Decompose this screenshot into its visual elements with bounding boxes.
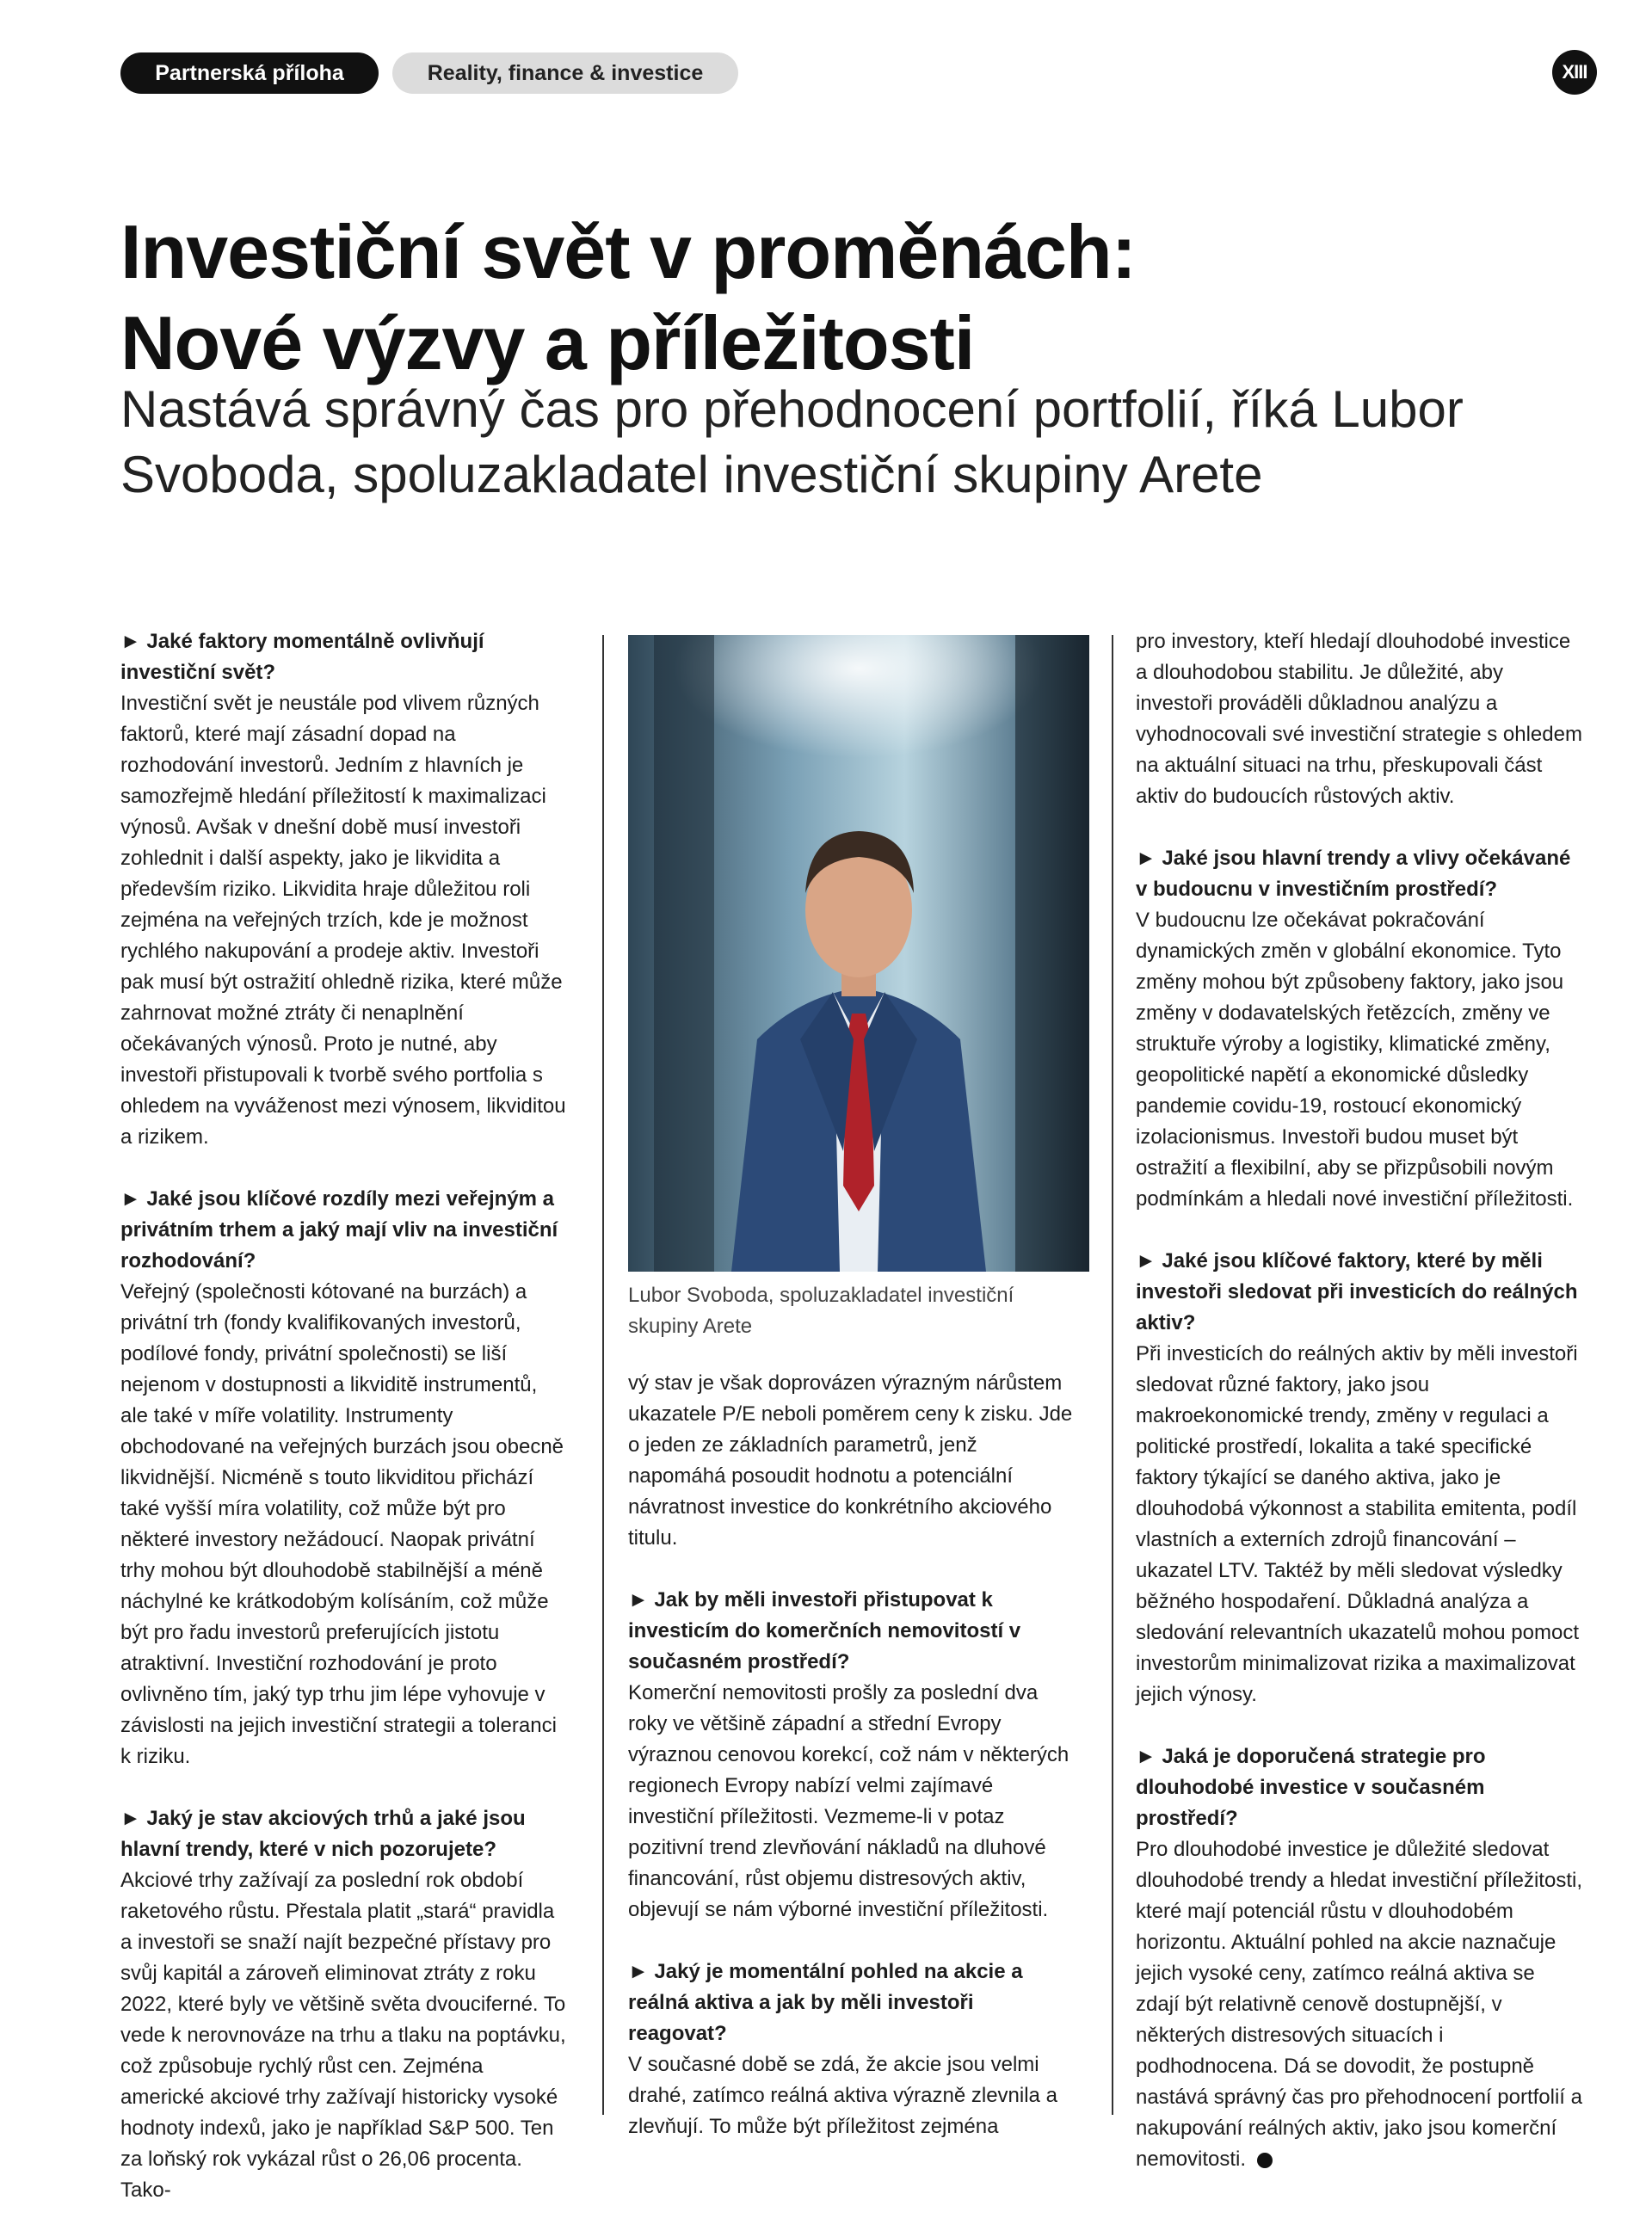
- article-headline: [120, 206, 1583, 389]
- column-divider: [1112, 635, 1113, 2115]
- article-subheadline: Nastává správný čas pro přehodnocení portfolií, říká Lubor Svoboda, spoluzakladatel investiční skupiny Arete: [120, 380, 1464, 503]
- portrait-photo: [628, 635, 1089, 1272]
- qa-block: [628, 1585, 1076, 1926]
- qa-block: [120, 626, 568, 1153]
- page-number: XIII: [1552, 50, 1597, 95]
- answer: vý stav je však doprovázen výrazným nárůstem ukazatele P/E neboli poměrem ceny k zisku. Jde o jeden ze základních parametrů, jenž napomáhá posoudit hodnotu a potenciální návratnost investice do konkrétního akciového titulu.: [628, 1371, 1073, 1550]
- qa-block: [1136, 1246, 1583, 1710]
- headline-line-2: Nové výzvy a příležitosti: [120, 300, 975, 385]
- answer: Veřejný (společnosti kótované na burzách) a privátní trh (fondy kvalifikovaných investorů, podílové fondy, privátní společnosti) se liší nejenom v dostupnosti a likviditě instrumentů, ale také v míře volatility. Instrumenty obchodované na veřejných burzách jsou obecně likvidnější. Nicméně s touto likviditou přichází také vyšší míra volatility, což může být pro některé investory nežádoucí. Naopak privátní trhy mohou být dlouhodobě stabilnější a méně náchylné ke krátkodobým kolísáním, což může být pro řadu investorů preferujících jistotu atraktivní. Investiční rozhodování je proto ovlivněno tím, jaký typ trhu jim lépe vyhovuje v závislosti na jejich investiční strategii a toleranci k riziku.: [120, 1280, 564, 1768]
- end-of-article-mark: [1257, 2153, 1273, 2168]
- section-pill: Reality, finance & investice: [392, 52, 738, 94]
- qa-block: [628, 1957, 1076, 2142]
- answer: Při investicích do reálných aktiv by měli investoři sledovat různé faktory, jako jsou makroekonomické trendy, změny v regulaci a politické prostředí, lokalita a také specifické faktory týkající se daného aktiva, jako je dlouhodobá výkonnost a stabilita emitenta, podíl vlastních a externích zdrojů financování – ukazatel LTV. Taktéž by měli sledovat výsledky běžného hospodaření. Důkladná analýza a sledování relevantních ukazatelů mohou pomoct investorům minimalizovat rizika a maximalizovat jejich výnosy.: [1136, 1342, 1579, 1706]
- answer: pro investory, kteří hledají dlouhodobé investice a dlouhodobou stabilitu. Je důležité, aby investoři prováděli důkladnou analýzu a vyhodnocovali své investiční strategie s ohledem na aktuální situaci na trhu, přeskupovali část aktiv do budoucích růstových aktiv.: [1136, 630, 1582, 808]
- text-column-2: [628, 1368, 1076, 2173]
- answer: Akciové trhy zažívají za poslední rok období raketového růstu. Přestala platit „stará“ pravidla a investoři se snaží najít bezpečné přístavy pro svůj kapitál a zároveň eliminovat ztráty z roku 2022, které byly ve většině světa dvouciferné. To vede k nerovnováze na trhu a tlaku na poptávku, což způsobuje rychlý růst cen. Zejména americké akciové trhy zažívají historicky vysoké hodnoty indexů, jako je například S&P 500. Ten za loňský rok vykázal růst o 26,06 procenta. Tako-: [120, 1869, 566, 2202]
- qa-block: [628, 1368, 1076, 1554]
- answer: Investiční svět je neustále pod vlivem různých faktorů, které mají zásadní dopad na rozhodování investorů. Jedním z hlavních je samozřejmě hledání příležitostí k maximalizaci výnosů. Avšak v dnešní době musí investoři zohlednit i další aspekty, jako je likvidita a především riziko. Likvidita hraje důležitou roli zejména na veřejných trzích, kde je možnost rychlého nakupování a prodeje aktiv. Investoři pak musí být ostražití ohledně rizika, které může zahrnovat možné ztráty či nenaplnění očekávaných výnosů. Proto je nutné, aby investoři přistupovali k tvorbě svého portfolia s ohledem na vyváženost mezi výnosem, likviditou a rizikem.: [120, 692, 566, 1149]
- question: ► Jaký je stav akciových trhů a jaké jsou hlavní trendy, které v nich pozorujete?: [120, 1807, 526, 1861]
- portrait-illustration: [628, 635, 1089, 1272]
- answer: V budoucnu lze očekávat pokračování dynamických změn v globální ekonomice. Tyto změny mohou být způsobeny faktory, jako jsou změny v dodavatelských řetězcích, změny ve struktuře výroby a logistiky, klimatické změny, geopolitické napětí a ekonomické důsledky pandemie covidu-19, rostoucí ekonomický izolacionismus. Investoři budou muset být ostražití a flexibilní, aby se přizpůsobili novým podmínkám a hledali nové investiční příležitosti.: [1136, 909, 1574, 1211]
- answer: V současné době se zdá, že akcie jsou velmi drahé, zatímco reálná aktiva výrazně zlevnila a zlevňují. To může být příležitost zejména: [628, 2053, 1057, 2138]
- text-column-1: [120, 626, 568, 2237]
- text-column-3: [1136, 626, 1583, 2206]
- question: ► Jaké jsou hlavní trendy a vlivy očekávané v budoucnu v investičním prostředí?: [1136, 847, 1571, 901]
- question: ► Jaký je momentální pohled na akcie a reálná aktiva a jak by měli investoři reagovat?: [628, 1960, 1023, 2045]
- question: ► Jaké jsou klíčové rozdíly mezi veřejným a privátním trhem a jaký mají vliv na investiční rozhodování?: [120, 1187, 558, 1273]
- question: ► Jaké jsou klíčové faktory, které by měli investoři sledovat při investicích do reálných aktiv?: [1136, 1249, 1578, 1334]
- question: ► Jak by měli investoři přistupovat k investicím do komerčních nemovitostí v současném prostředí?: [628, 1588, 1021, 1673]
- question: ► Jaká je doporučená strategie pro dlouhodobé investice v současném prostředí?: [1136, 1745, 1486, 1830]
- headline-line-1: Investiční svět v proměnách:: [120, 209, 1136, 294]
- qa-block: [1136, 626, 1583, 812]
- qa-block: [120, 1803, 568, 2206]
- answer: Pro dlouhodobé investice je důležité sledovat dlouhodobé trendy a hledat investiční příležitosti, které mají potenciál růstu v dlouhodobém horizontu. Aktuální pohled na akcie naznačuje jejich vysoké ceny, zatímco reálná aktiva se zdají být relativně cenově dostupnější, v některých distresových situacích i podhodnocena. Dá se dovodit, že postupně nastává správný čas pro přehodnocení portfolií a nakupování reálných aktiv, jako jsou komerční nemovitosti.: [1136, 1838, 1582, 2171]
- qa-block: [1136, 843, 1583, 1215]
- column-divider: [602, 635, 604, 2115]
- qa-block: [1136, 1741, 1583, 2175]
- question: ► Jaké faktory momentálně ovlivňují investiční svět?: [120, 630, 484, 684]
- answer: Komerční nemovitosti prošly za poslední dva roky ve většině západní a střední Evropy výraznou cenovou korekcí, což nám v některých regionech Evropy nabízí velmi zajímavé investiční příležitosti. Vezmeme-li v potaz pozitivní trend zlevňování nákladů na dluhové financování, růst objemu distresových aktiv, objevují se nám výborné investiční příležitosti.: [628, 1681, 1069, 1921]
- qa-block: [120, 1184, 568, 1772]
- photo-caption: Lubor Svoboda, spoluzakladatel investiční skupiny Arete: [628, 1284, 1014, 1338]
- partner-supplement-pill: Partnerská příloha: [120, 52, 379, 94]
